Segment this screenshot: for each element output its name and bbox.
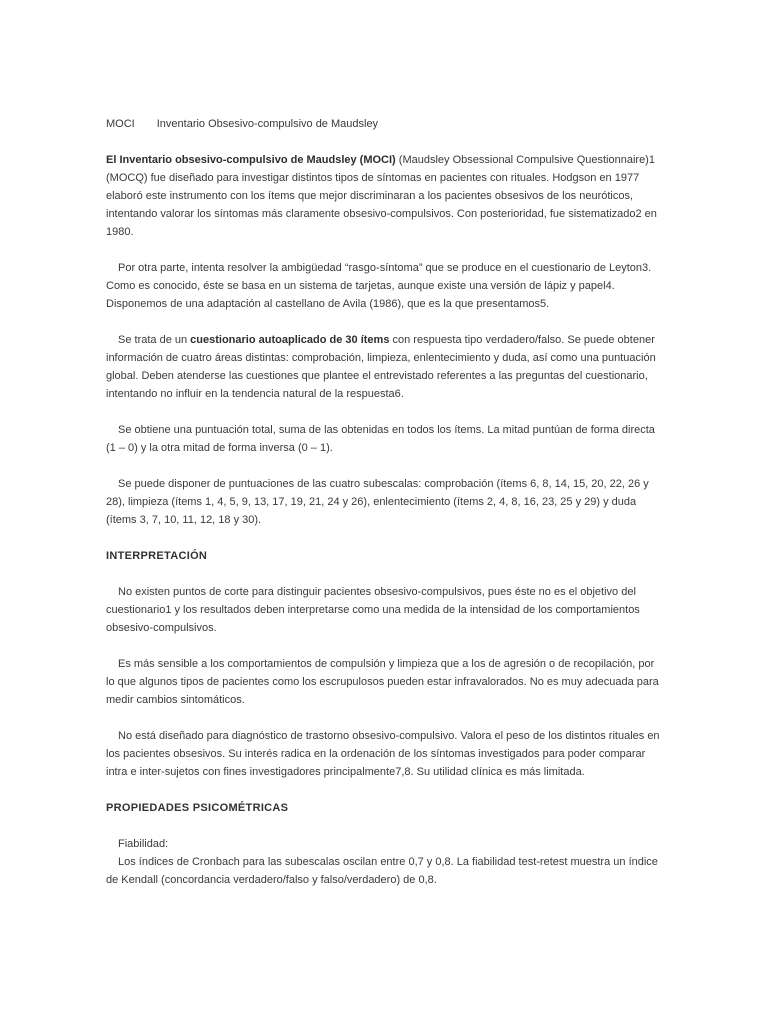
title-abbreviation: MOCI bbox=[106, 118, 135, 130]
document-title bbox=[106, 115, 662, 133]
heading-interpretacion: INTERPRETACIÓN bbox=[106, 550, 208, 562]
scoring-text: Se obtiene una puntuación total, suma de las obtenidas en todos los ítems. La mitad puntúan de forma directa (1 – 0) y la otra mitad de forma inversa (0 – 1). bbox=[106, 424, 655, 454]
reliability-body: Los índices de Cronbach para las subescalas oscilan entre 0,7 y 0,8. La fiabilidad test-retest muestra un índice de Kendall (concordancia verdadero/falso y falso/verdadero) de 0,8. bbox=[106, 856, 658, 886]
paragraph-ambiguity bbox=[106, 259, 662, 313]
ambiguity-text: Por otra parte, intenta resolver la ambigüedad “rasgo-síntoma” que se produce en el cuestionario de Leyton3. Como es conocido, éste se basa en un sistema de tarjetas, aunque existe una versión de lápiz y papel4. Disponemos de una adaptación al castellano de Avila (1986), que es la que presentamos5. bbox=[106, 262, 652, 310]
diagnosis-text: No está diseñado para diagnóstico de trastorno obsesivo-compulsivo. Valora el peso de los distintos rituales en los pacientes obsesivos. Su interés radica en la ordenación de los síntomas investigados para poder comparar intra e inter-sujetos con fines investigadores principalmente7,8. Su utilidad clínica es más limitada. bbox=[106, 730, 660, 778]
title-name: Inventario Obsesivo-compulsivo de Maudsley bbox=[156, 118, 379, 130]
paragraph-intro bbox=[106, 151, 662, 241]
paragraph-scoring bbox=[106, 421, 662, 457]
reliability-label-text: Fiabilidad: bbox=[118, 838, 169, 850]
questionnaire-bold: cuestionario autoaplicado de 30 ítems bbox=[190, 334, 390, 346]
subscales-text: Se puede disponer de puntuaciones de las cuatro subescalas: comprobación (ítems 6, 8, 14, 15, 20, 22, 26 y 28), limpieza (ítems 1, 4, 5, 9, 13, 17, 19, 21, 24 y 26), enlentecimiento (ítems 2, 4, 8, 16, 23, 25 y 29) y duda (ítems 3, 7, 10, 11, 12, 18 y 30). bbox=[106, 478, 649, 526]
paragraph-subscales bbox=[106, 475, 662, 529]
paragraph-sensitivity bbox=[106, 655, 662, 709]
intro-text: (Maudsley Obsessional Compulsive Questionnaire)1 (MOCQ) fue diseñado para investigar distintos tipos de síntomas en pacientes con rituales. Hodgson en 1977 elaboró este instrumento con los ítems que mejor discriminaran a los pacientes obsesivos de los neuróticos, intentando valorar los síntomas más claramente obsesivo-compulsivos. Con posterioridad, fue sistematizado2 en 1980. bbox=[106, 154, 657, 238]
intro-bold: El Inventario obsesivo-compulsivo de Maudsley (MOCI) bbox=[106, 154, 396, 166]
questionnaire-text: con respuesta tipo verdadero/falso. Se puede obtener información de cuatro áreas distintas: comprobación, limpieza, enlentecimiento y duda, así como una puntuación global. Deben atenderse las cuestiones que plantee el entrevistado referentes a las preguntas del cuestionario, intentando no influir en la tendencia natural de la respuesta6. bbox=[106, 334, 656, 400]
heading-propiedades: PROPIEDADES PSICOMÉTRICAS bbox=[106, 802, 289, 814]
reliability-label bbox=[106, 835, 662, 853]
paragraph-questionnaire bbox=[106, 331, 662, 403]
document-body bbox=[106, 115, 662, 907]
paragraph-cutoff bbox=[106, 583, 662, 637]
sensitivity-text: Es más sensible a los comportamientos de compulsión y limpieza que a los de agresión o de recopilación, por lo que algunos tipos de pacientes como los escrupulosos pueden estar infravalorados. No es muy adecuada para medir cambios sintomáticos. bbox=[106, 658, 659, 706]
paragraph-diagnosis bbox=[106, 727, 662, 781]
questionnaire-pre: Se trata de un bbox=[118, 334, 191, 346]
cutoff-text: No existen puntos de corte para distinguir pacientes obsesivo-compulsivos, pues éste no es el objetivo del cuestionario1 y los resultados deben interpretarse como una medida de la intensidad de los comportamientos obsesivo-compulsivos. bbox=[106, 586, 640, 634]
reliability-section bbox=[106, 835, 662, 889]
reliability-text bbox=[106, 853, 662, 889]
